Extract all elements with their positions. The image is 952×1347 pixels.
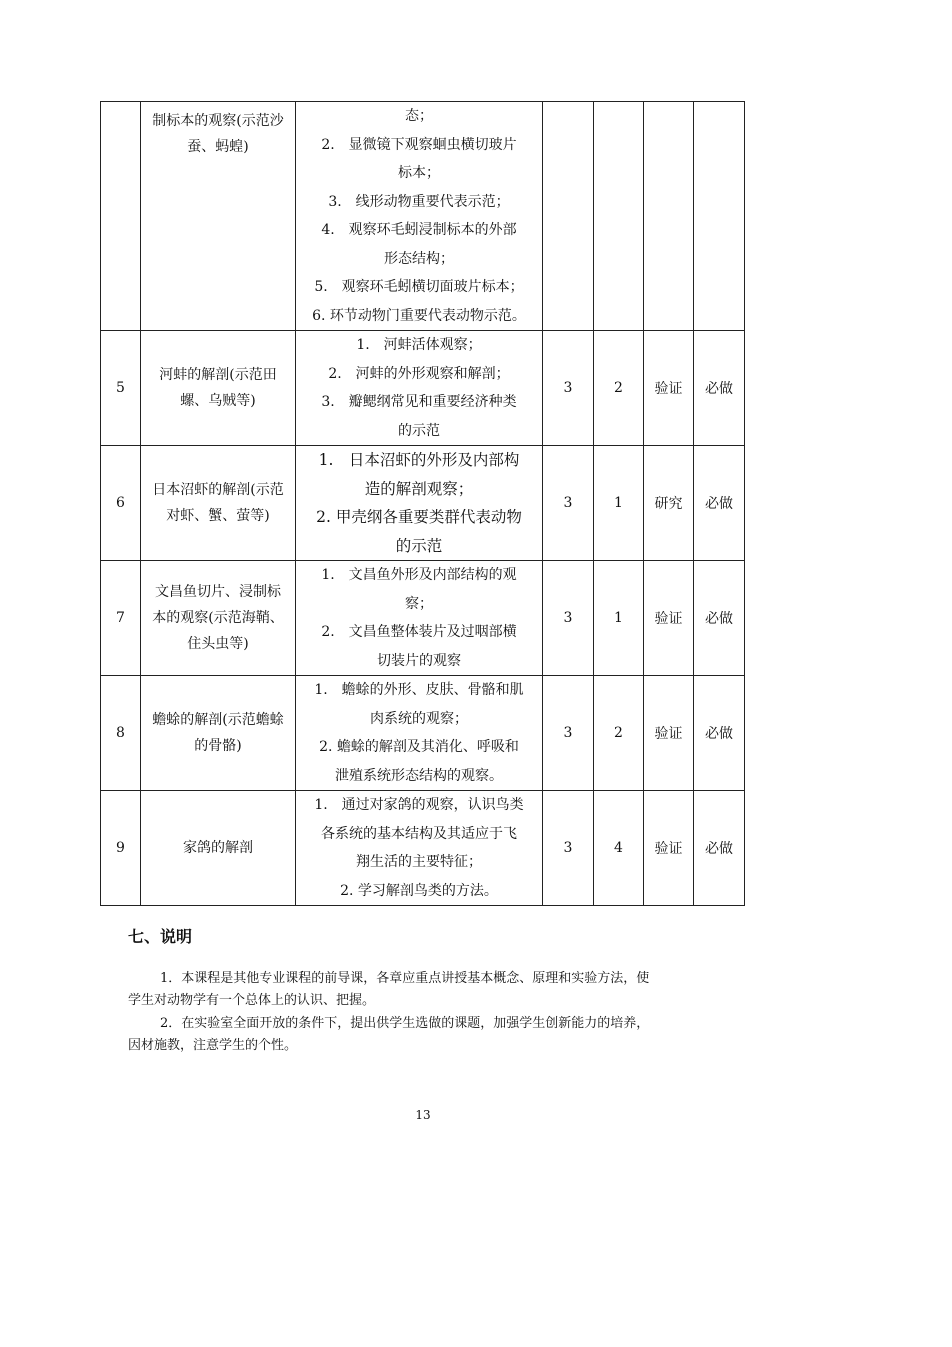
content-line: 2. 河蚌的外形观察和解剖； [328,365,510,382]
content-line: 1. 蟾蜍的外形、皮肤、骨骼和肌 [314,682,524,698]
experiment-name-cell [141,676,296,791]
hours-cell: 3 [543,561,594,676]
content-line: 2. 文昌鱼整体装片及过咽部横 [321,624,517,640]
paragraph-line [128,968,728,990]
content-line: 5. 观察环毛蚓横切面玻片标本； [314,279,524,295]
experiment-number-cell: 9 [101,791,141,906]
content-line: 2. 蟾蜍的解剖及其消化、呼吸和 [319,739,519,755]
experiment-table [100,101,745,906]
content-line: 的示范 [395,536,443,555]
table-row [101,102,745,331]
experiment-type-cell: 验证 [644,676,694,791]
content-line: 各系统的基本结构及其适应于飞 [321,825,517,842]
experiment-name-line: 日本沼虾的解剖(示范 [152,482,284,498]
page-number: 13 [415,1108,431,1122]
content-line: 3. 瓣鳃纲常见和重要经济种类 [321,394,517,410]
requirement-cell: 必做 [694,561,745,676]
hours-cell: 3 [543,676,594,791]
experiment-type-cell: 验证 [644,791,694,906]
content-line: 6. 环节动物门重要代表动物示范。 [312,307,526,324]
content-line: 1. 文昌鱼外形及内部结构的观 [321,567,517,583]
experiment-content-cell [296,561,543,676]
requirement-cell [694,102,745,331]
experiment-content-cell [296,331,543,446]
experiment-name-cell [141,791,296,906]
content-line: 2. 学习解剖鸟类的方法。 [340,882,498,899]
experiment-name-line: 螺、乌贼等) [180,393,256,409]
experiment-name-line: 蚕、蚂蝗) [187,139,249,155]
content-line: 标本； [398,165,440,181]
content-line: 形态结构； [384,250,454,267]
content-line: 1. 通过对家鸽的观察，认识鸟类 [314,797,524,813]
hours-cell [543,102,594,331]
content-line: 察； [405,595,433,612]
group-size-cell: 2 [594,676,644,791]
content-line: 1. 日本沼虾的外形及内部构 [318,451,520,469]
paragraph-line: 因材施教，注意学生的个性。 [128,1038,298,1053]
experiment-name-line: 河蚌的解剖(示范田 [159,367,277,383]
table-row [101,676,745,791]
experiment-content-cell [296,791,543,906]
experiment-name-line: 家鸽的解剖 [183,840,253,856]
requirement-cell: 必做 [694,791,745,906]
experiment-content-cell [296,446,543,561]
experiment-type-cell: 验证 [644,331,694,446]
content-line: 4. 观察环毛蚓浸制标本的外部 [321,222,517,238]
content-line: 的示范 [398,422,440,439]
content-line: 态； [405,108,433,124]
experiment-number-cell: 5 [101,331,141,446]
hours-cell: 3 [543,446,594,561]
paragraph-line [128,1013,728,1035]
experiment-name-line: 制标本的观察(示范沙 [152,113,284,129]
content-line: 泄殖系统形态结构的观察。 [335,767,503,784]
experiment-name-cell [141,446,296,561]
table-row [101,446,745,561]
requirement-cell: 必做 [694,676,745,791]
content-line: 翔生活的主要特征； [356,854,482,870]
experiment-name-cell [141,331,296,446]
hours-cell: 3 [543,791,594,906]
content-line: 切装片的观察 [377,652,461,669]
experiment-content-cell [296,676,543,791]
experiment-number-cell: 6 [101,446,141,561]
experiment-name-line: 住头虫等) [187,636,249,652]
experiment-type-cell: 研究 [644,446,694,561]
group-size-cell: 2 [594,331,644,446]
experiment-number-cell: 7 [101,561,141,676]
content-line: 3. 线形动物重要代表示范； [328,193,510,210]
paragraph-line: 学生对动物学有一个总体上的认识、把握。 [128,993,376,1008]
content-line: 造的解剖观察； [364,479,474,498]
table-row [101,791,745,906]
content-line: 肉系统的观察； [370,710,468,727]
hours-cell: 3 [543,331,594,446]
experiment-name-line: 文昌鱼切片、浸制标 [155,584,281,600]
experiment-name-line: 对虾、蟹、萤等) [166,508,270,524]
content-line: 1. 河蚌活体观察； [356,337,482,353]
table-row [101,561,745,676]
table-row [101,331,745,446]
requirement-cell: 必做 [694,331,745,446]
group-size-cell [594,102,644,331]
experiment-name-line: 本的观察(示范海鞘、 [152,610,284,626]
experiment-number-cell [101,102,141,331]
experiment-content-cell [296,102,543,331]
experiment-type-cell [644,102,694,331]
note-paragraph-2 [128,1013,728,1057]
paragraph-text: 1．本课程是其他专业课程的前导课，各章应重点讲授基本概念、原理和实验方法，使 [160,971,650,986]
group-size-cell: 1 [594,446,644,561]
note-paragraph-1 [128,968,728,1012]
group-size-cell: 1 [594,561,644,676]
content-line: 2. 甲壳纲各重要类群代表动物 [316,508,522,526]
experiment-type-cell: 验证 [644,561,694,676]
content-line: 2. 显微镜下观察蛔虫横切玻片 [321,136,517,153]
paragraph-text: 2．在实验室全面开放的条件下，提出供学生选做的课题，加强学生创新能力的培养， [160,1016,650,1031]
group-size-cell: 4 [594,791,644,906]
experiment-name-line: 的骨骼) [194,738,242,754]
experiment-number-cell: 8 [101,676,141,791]
section-heading: 七、说明 [128,927,193,946]
requirement-cell: 必做 [694,446,745,561]
experiment-name-cell [141,102,296,331]
experiment-name-cell [141,561,296,676]
experiment-name-line: 蟾蜍的解剖(示范蟾蜍 [152,712,284,728]
